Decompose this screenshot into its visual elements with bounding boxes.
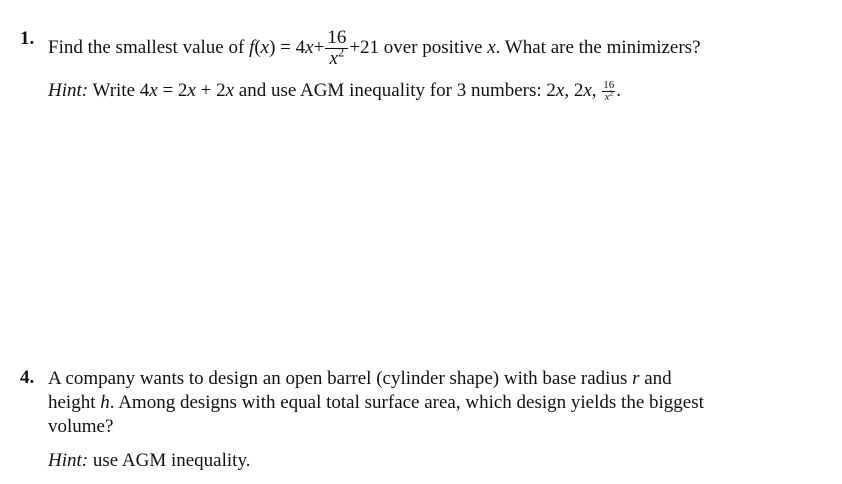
problem-statement: [48, 28, 790, 103]
hint: Hint: use AGM inequality.: [48, 450, 251, 471]
fraction: $\frac{16}{x^2}$: [327, 27, 347, 69]
problem-statement: [48, 367, 790, 473]
problem-number: 4.: [20, 367, 35, 388]
hint-label: Hint:: [48, 80, 89, 101]
hint-fraction: $\frac{16}{x^2}$: [603, 79, 615, 104]
problem-line-3: volume?: [48, 416, 114, 437]
hint-label: Hint:: [48, 450, 89, 471]
problem-question: Find the smallest value of f(x) = 4x+ $\frac{16}{x^2}$ +21 over positive x. What are the minimizers?: [48, 27, 701, 69]
problem-line-2: height h. Among designs with equal total surface area, which design yields the biggest: [48, 392, 704, 413]
problem-number: 1.: [20, 28, 35, 49]
problem-1: [20, 28, 790, 103]
hint: Hint: Write 4x = 2x + 2x and use AGM inequality for 3 numbers: 2x, 2x, $\frac{16}{x^2}$ .: [48, 79, 622, 104]
problem-4: [20, 367, 790, 473]
problem-line-1: A company wants to design an open barrel (cylinder shape) with base radius r and: [48, 368, 672, 389]
